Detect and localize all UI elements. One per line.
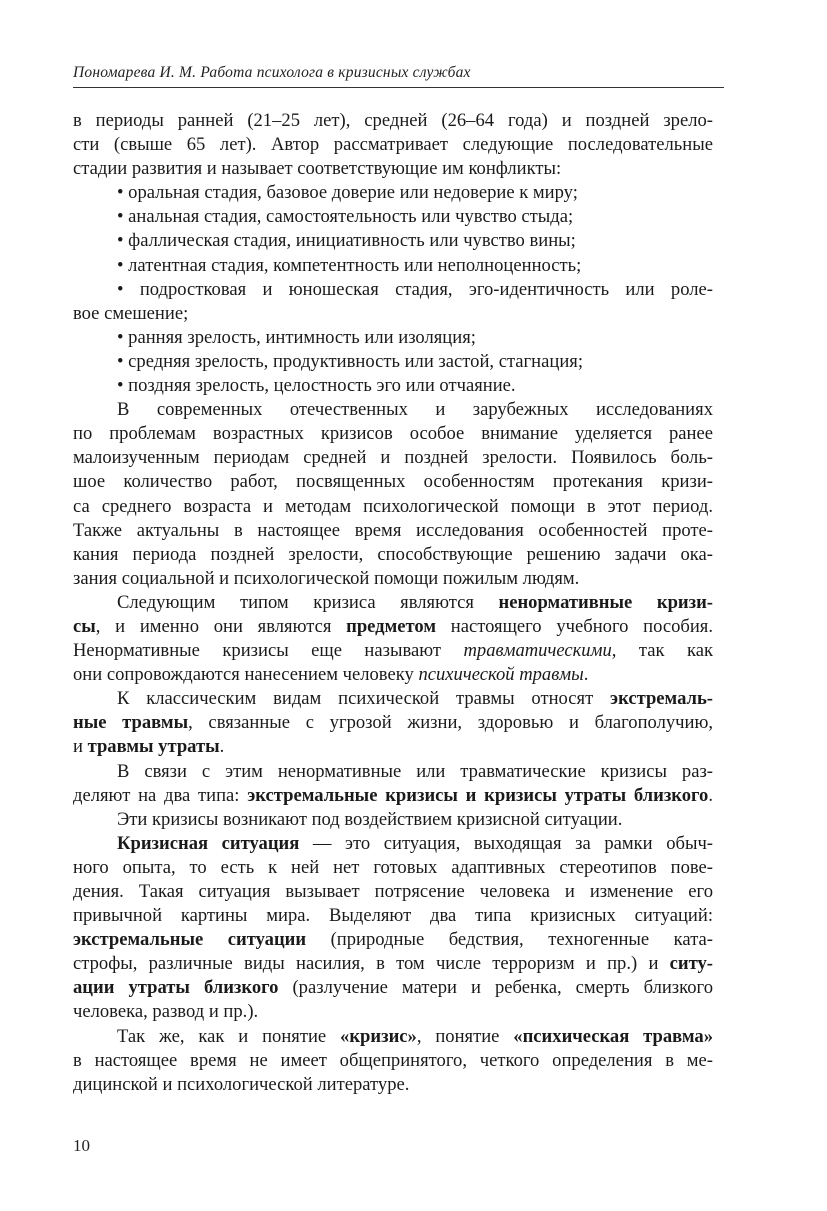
list-item: • поздняя зрелость, целостность эго или отчаяние. bbox=[117, 375, 516, 397]
text-line: Кризисная ситуация — это ситуация, выходящая за рамки обыч- bbox=[117, 832, 713, 854]
text-line: в периоды ранней (21–25 лет), средней (26–64 года) и поздней зрело- bbox=[73, 110, 713, 131]
text-line: са среднего возраста и методам психологической помощи в этот период. bbox=[73, 495, 713, 517]
list-item: • латентная стадия, компетентность или неполноценность; bbox=[117, 254, 582, 276]
text-line: Эти кризисы возникают под воздействием кризисной ситуации. bbox=[117, 808, 623, 830]
list-item: • оральная стадия, базовое доверие или недоверие к миру; bbox=[117, 182, 578, 204]
text-line: Так же, как и понятие «кризис», понятие «психическая травма» bbox=[117, 1025, 713, 1047]
text-line: К классическим видам психической травмы относят экстремаль- bbox=[117, 688, 713, 710]
header-rule bbox=[73, 87, 724, 88]
running-head: Пономарева И. М. Работа психолога в кризисных службах bbox=[73, 64, 471, 81]
text-line: малоизученным периодам средней и поздней зрелости. Появилось боль- bbox=[73, 447, 713, 469]
list-item: • ранняя зрелость, интимность или изоляция; bbox=[117, 326, 476, 348]
text-line: зания социальной и психологической помощи пожилым людям. bbox=[73, 567, 580, 589]
text-line: шое количество работ, посвященных особенностям протекания кризи- bbox=[73, 471, 713, 493]
text-line: Также актуальны в настоящее время исследования особенностей проте- bbox=[73, 519, 713, 541]
text-line: привычной картины мира. Выделяют два типа кризисных ситуаций: bbox=[73, 905, 713, 927]
text-line: ные травмы, связанные с угрозой жизни, здоровью и благополучию, bbox=[73, 712, 713, 734]
page-number: 10 bbox=[73, 1136, 90, 1155]
list-item: • средняя зрелость, продуктивность или застой, стагнация; bbox=[117, 350, 584, 372]
text-line: сы, и именно они являются предметом настоящего учебного пособия. bbox=[73, 615, 714, 637]
text-line: стадии развития и называет соответствующие им конфликты: bbox=[73, 158, 562, 180]
body-text bbox=[73, 109, 713, 1097]
text-line: дения. Такая ситуация вызывает потрясение человека и изменение его bbox=[73, 881, 713, 902]
text-line: сти (свыше 65 лет). Автор рассматривает следующие последовательные bbox=[73, 134, 713, 156]
text-line: по проблемам возрастных кризисов особое внимание уделяется ранее bbox=[73, 423, 713, 445]
text-line: ации утраты близкого (разлучение матери и ребенка, смерть близкого bbox=[73, 977, 713, 999]
text-line: ного опыта, то есть к ней нет готовых адаптивных стереотипов пове- bbox=[73, 856, 713, 878]
text-line: деляют на два типа: экстремальные кризисы и кризисы утраты близкого. bbox=[73, 784, 713, 806]
text-line: Ненормативные кризисы еще называют травматическими, так как bbox=[73, 640, 714, 662]
text-line: дицинской и психологической литературе. bbox=[73, 1073, 410, 1095]
text-line: В современных отечественных и зарубежных исследованиях bbox=[117, 399, 713, 421]
text-line: они сопровождаются нанесением человеку психической травмы. bbox=[73, 664, 589, 686]
text-line: в настоящее время не имеет общепринятого, четкого определения в ме- bbox=[73, 1049, 713, 1071]
list-item: • подростковая и юношеская стадия, эго-идентичность или роле- bbox=[117, 278, 713, 300]
text-line: кания периода поздней зрелости, способствующие решению задачи ока- bbox=[73, 543, 713, 565]
list-item: • фаллическая стадия, инициативность или чувство вины; bbox=[117, 230, 576, 252]
text-line: вое смешение; bbox=[73, 302, 189, 324]
text-line: В связи с этим ненормативные или травматические кризисы раз- bbox=[117, 760, 713, 782]
text-line: строфы, различные виды насилия, в том числе терроризм и пр.) и ситу- bbox=[73, 953, 713, 975]
text-line: Следующим типом кризиса являются ненормативные кризи- bbox=[117, 591, 713, 613]
text-line: и травмы утраты. bbox=[73, 736, 225, 758]
text-line: человека, развод и пр.). bbox=[73, 1001, 259, 1023]
list-item: • анальная стадия, самостоятельность или чувство стыда; bbox=[117, 206, 574, 228]
text-line: экстремальные ситуации (природные бедствия, техногенные ката- bbox=[73, 929, 713, 951]
